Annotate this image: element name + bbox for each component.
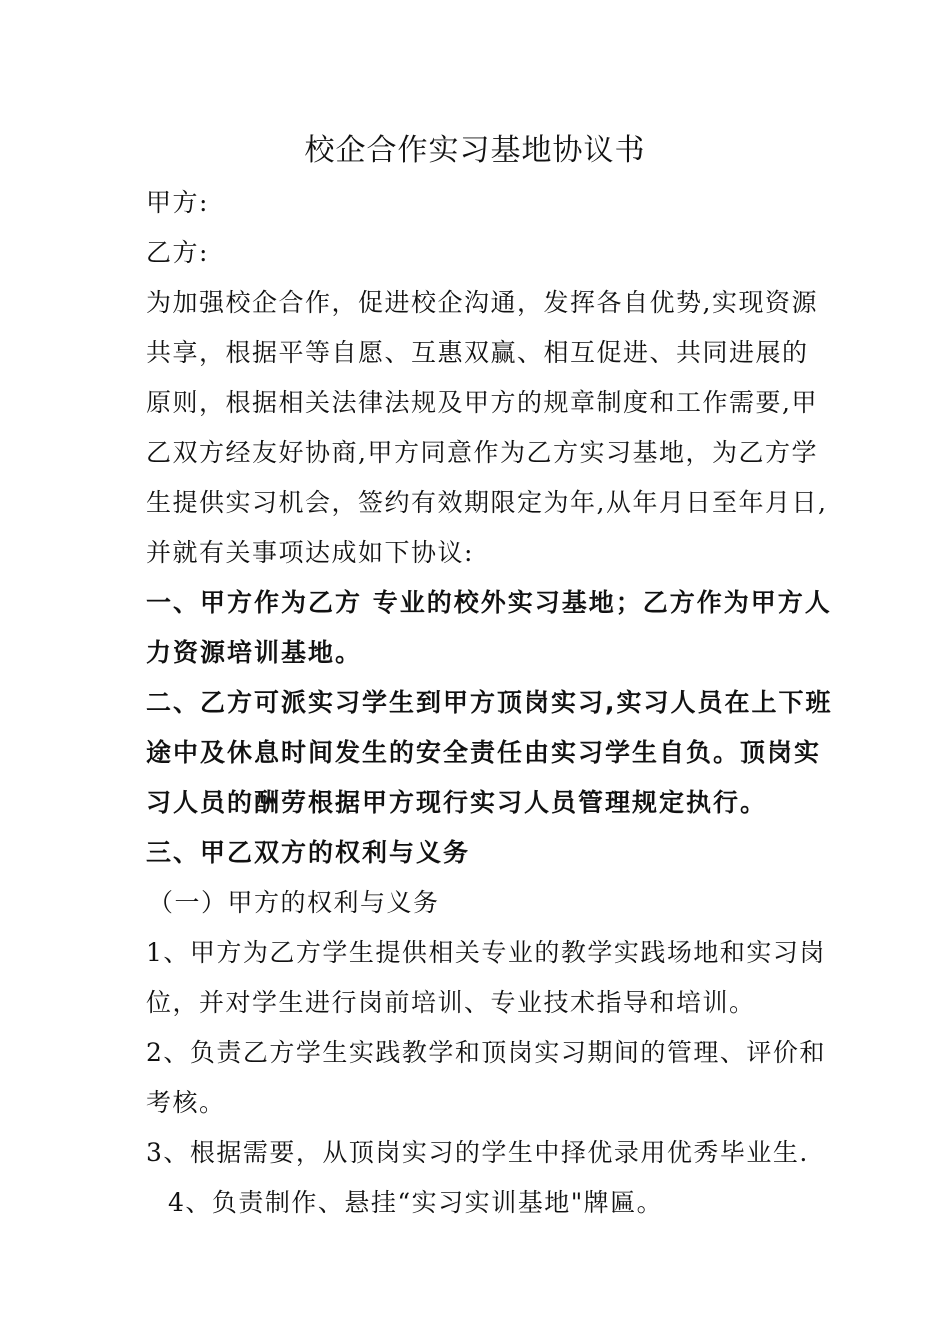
item-4-line: 4、负责制作、悬挂“实习实训基地"牌匾。	[168, 1188, 664, 1217]
preamble-line: 共享，根据平等自愿、互惠双赢、相互促进、共同进展的	[146, 338, 809, 367]
preamble-line: 生提供实习机会，签约有效期限定为年,从年月日至年月日,	[146, 488, 828, 517]
item-2-line: 2、负责乙方学生实践教学和顶岗实习期间的管理、评价和	[146, 1038, 826, 1067]
clause-one-line: 力资源培训基地。	[146, 638, 363, 667]
subsection-heading: （一）甲方的权利与义务	[148, 888, 440, 917]
item-3-line: 3、根据需要，从顶岗实习的学生中择优录用优秀毕业生.	[146, 1138, 809, 1167]
preamble-line: 原则，根据相关法律法规及甲方的规章制度和工作需要,甲	[146, 388, 818, 417]
item-2-line: 考核。	[146, 1088, 226, 1117]
clause-two-line: 途中及休息时间发生的安全责任由实习学生自负。顶岗实	[146, 738, 822, 767]
preamble-line: 乙双方经友好协商,甲方同意作为乙方实习基地，为乙方学	[146, 438, 818, 467]
document-body	[146, 178, 833, 1228]
clause-three-heading: 三、甲乙双方的权利与义务	[146, 838, 471, 867]
preamble-line: 为加强校企合作，促进校企沟通，发挥各自优势,实现资源	[146, 288, 818, 317]
clause-two-line: 习人员的酬劳根据甲方现行实习人员管理规定执行。	[146, 788, 768, 817]
party-b-line: 乙方:	[146, 238, 209, 267]
clause-one-line: 一、甲方作为乙方 专业的校外实习基地；乙方作为甲方人	[146, 588, 832, 617]
party-a-line: 甲方:	[146, 188, 209, 217]
item-1-line: 位，并对学生进行岗前培训、专业技术指导和培训。	[146, 988, 756, 1017]
item-1-line: 1、甲方为乙方学生提供相关专业的教学实践场地和实习岗	[146, 938, 826, 967]
preamble-line: 并就有关事项达成如下协议:	[146, 538, 474, 567]
clause-two-line: 二、乙方可派实习学生到甲方顶岗实习,实习人员在上下班	[146, 688, 833, 717]
document-title: 校企合作实习基地协议书	[304, 133, 646, 168]
